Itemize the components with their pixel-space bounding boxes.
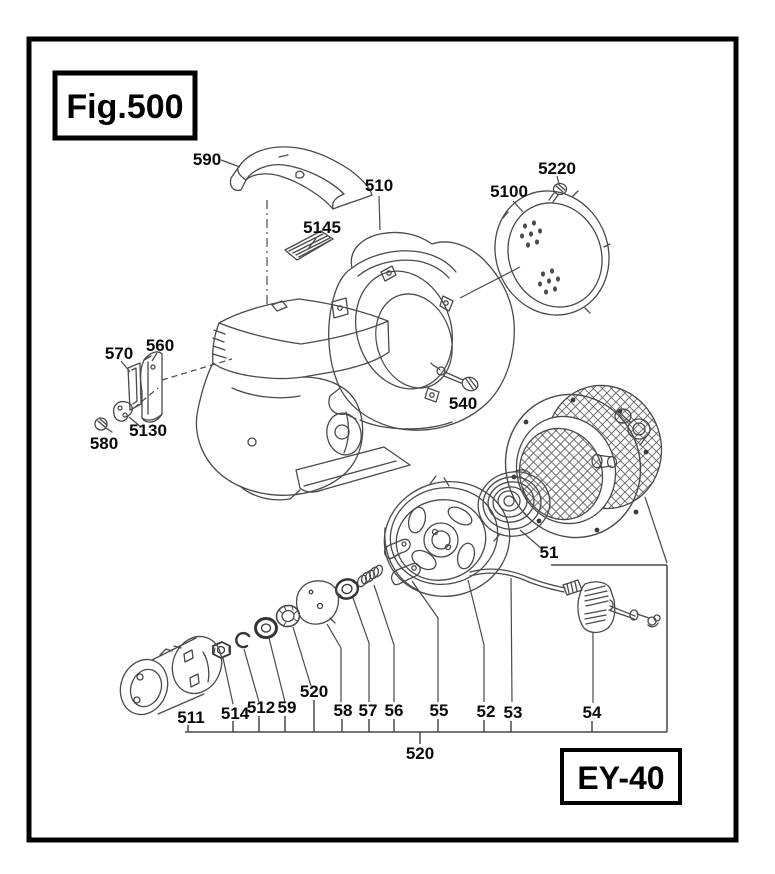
part-label-580: 580 — [89, 434, 119, 453]
part-label-511: 511 — [177, 708, 205, 727]
part-label-520-bottom: 520 — [405, 744, 435, 763]
part-drawing-baffle-560 — [141, 352, 162, 422]
part-label-570: 570 — [104, 344, 134, 363]
part-label-520-upper: 520 — [299, 682, 329, 701]
part-label-51: 51 — [539, 543, 559, 562]
part-label-55: 55 — [429, 701, 449, 720]
leader-55 — [412, 581, 438, 702]
part-drawing-engine-block — [196, 299, 410, 500]
leader-56 — [374, 585, 394, 702]
leader-57 — [353, 598, 369, 702]
leader-520-upper — [293, 627, 311, 686]
part-drawing-reel-52 — [372, 468, 522, 609]
figure-number: Fig.500 — [66, 88, 184, 126]
part-label-57: 57 — [358, 701, 378, 720]
leader-59 — [269, 638, 285, 702]
part-label-540: 540 — [448, 394, 478, 413]
part-label-560: 560 — [145, 336, 175, 355]
leader-53 — [511, 578, 512, 702]
figure-number-box — [55, 73, 195, 138]
leader-5100 — [513, 201, 523, 212]
part-label-59: 59 — [277, 698, 297, 717]
part-drawing-washer-59 — [256, 619, 277, 638]
part-label-56: 56 — [384, 701, 404, 720]
part-label-54: 54 — [582, 703, 602, 722]
part-drawing-baffle-570 — [128, 363, 141, 410]
part-drawing-bolt-580 — [95, 418, 112, 432]
part-label-53: 53 — [503, 703, 523, 722]
part-drawing-plate-58 — [297, 581, 339, 624]
leader-58 — [327, 624, 341, 702]
model-box — [562, 750, 680, 803]
leader-512 — [244, 649, 259, 702]
part-label-512: 512 — [246, 698, 276, 717]
alignment-line-560 — [162, 359, 232, 380]
leader-510 — [379, 196, 380, 230]
part-label-5220: 5220 — [538, 159, 576, 178]
leader-52 — [468, 580, 484, 702]
part-drawing-starter-case-520 — [487, 370, 677, 555]
part-drawing-ering-512 — [236, 633, 249, 647]
part-drawing-cover-590 — [230, 147, 372, 209]
part-label-514: 514 — [220, 704, 250, 723]
part-drawing-handle-54 — [578, 582, 660, 633]
alignment-line-5130 — [134, 388, 158, 408]
leader-590 — [221, 160, 240, 167]
part-label-52: 52 — [476, 702, 496, 721]
part-drawing-pulley-511 — [113, 630, 230, 722]
part-drawing-spring-56 — [356, 564, 384, 588]
part-label-5145: 5145 — [303, 218, 341, 237]
part-label-5130: 5130 — [129, 421, 167, 440]
alignment-line-case — [645, 497, 667, 563]
part-drawing-screw-5220 — [549, 184, 567, 203]
part-label-5100: 5100 — [490, 182, 528, 201]
part-drawing-blower-housing-510 — [329, 232, 515, 430]
leader-514 — [223, 658, 233, 704]
part-label-590: 590 — [192, 150, 222, 169]
model-number: EY-40 — [577, 760, 665, 796]
part-label-510: 510 — [364, 176, 394, 195]
part-label-58: 58 — [333, 701, 353, 720]
